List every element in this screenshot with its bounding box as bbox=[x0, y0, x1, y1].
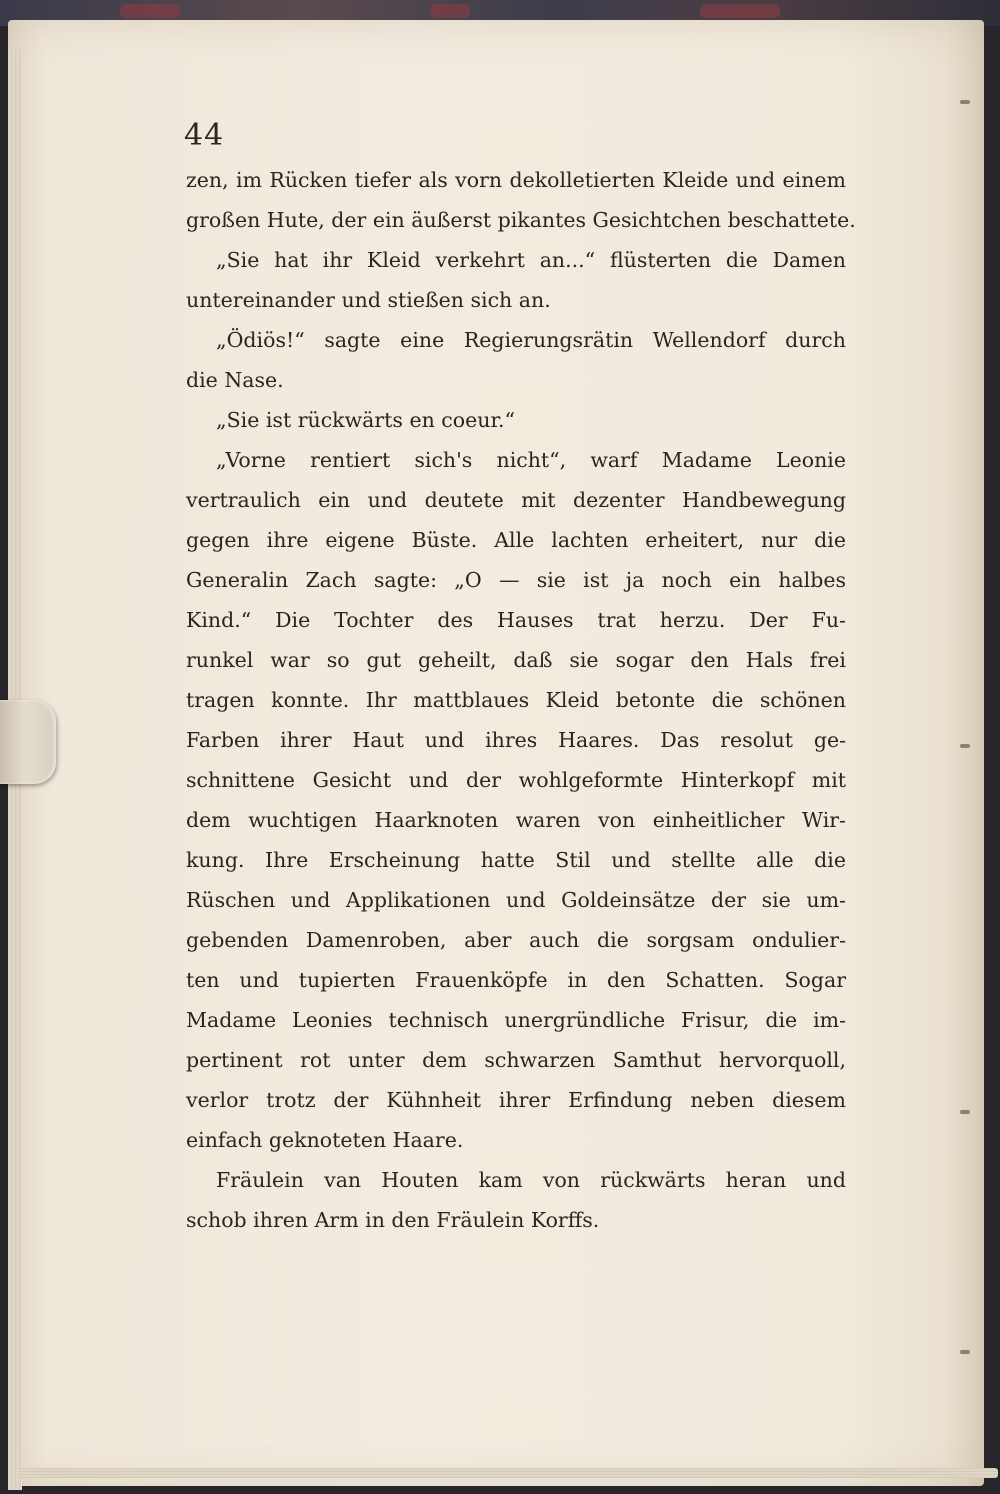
page-bottom-edge bbox=[18, 1468, 998, 1478]
text-line: schob ihren Arm in den Fräulein Korffs. bbox=[186, 1208, 600, 1232]
cover-decoration bbox=[430, 4, 470, 18]
text-line: vertraulich ein und deutete mit dezenter Handbewegung bbox=[186, 488, 846, 512]
text-line: Generalin Zach sagte: „O — sie ist ja noch ein halbes bbox=[186, 568, 846, 592]
text-line: „Ödiös!“ sagte eine Regierungsrätin Wellendorf durch bbox=[216, 328, 846, 352]
text-line: gebenden Damenroben, aber auch die sorgsam ondulier- bbox=[186, 928, 846, 952]
text-line: „Vorne rentiert sich's nicht“, warf Madame Leonie bbox=[216, 448, 846, 472]
text-line: großen Hute, der ein äußerst pikantes Gesichtchen beschattete. bbox=[186, 208, 856, 232]
text-line: Fräulein van Houten kam von rückwärts heran und bbox=[216, 1168, 846, 1192]
text-line: verlor trotz der Kühnheit ihrer Erfindung neben diesem bbox=[186, 1088, 846, 1112]
text-line: zen, im Rücken tiefer als vorn dekolletierten Kleide und einem bbox=[186, 168, 846, 192]
edge-mark bbox=[960, 100, 970, 104]
edge-mark bbox=[960, 744, 970, 748]
text-line: ten und tupierten Frauenköpfe in den Schatten. Sogar bbox=[186, 968, 846, 992]
text-line: untereinander und stießen sich an. bbox=[186, 288, 551, 312]
text-line: gegen ihre eigene Büste. Alle lachten erheitert, nur die bbox=[186, 528, 846, 552]
body-text bbox=[186, 160, 856, 1240]
edge-mark bbox=[960, 1110, 970, 1114]
text-line: tragen konnte. Ihr mattblaues Kleid betonte die schönen bbox=[186, 688, 846, 712]
text-line: „Sie ist rückwärts en coeur.“ bbox=[216, 408, 516, 432]
text-line: dem wuchtigen Haarknoten waren von einheitlicher Wir- bbox=[186, 808, 846, 832]
text-line: Kind.“ Die Tochter des Hauses trat herzu. Der Fu- bbox=[186, 608, 846, 632]
text-line: Madame Leonies technisch unergründliche Frisur, die im- bbox=[186, 1008, 846, 1032]
cover-decoration bbox=[700, 4, 780, 18]
text-line: „Sie hat ihr Kleid verkehrt an...“ flüsterten die Damen bbox=[216, 248, 846, 272]
page-clip bbox=[0, 700, 56, 784]
text-line: Farben ihrer Haut und ihres Haares. Das resolut ge- bbox=[186, 728, 846, 752]
text-line: kung. Ihre Erscheinung hatte Stil und stellte alle die bbox=[186, 848, 846, 872]
text-line: Rüschen und Applikationen und Goldeinsätze der sie um- bbox=[186, 888, 846, 912]
text-line: runkel war so gut geheilt, daß sie sogar den Hals frei bbox=[186, 648, 846, 672]
text-line: schnittene Gesicht und der wohlgeformte Hinterkopf mit bbox=[186, 768, 846, 792]
text-line: pertinent rot unter dem schwarzen Samthut hervorquoll, bbox=[186, 1048, 846, 1072]
text-line: einfach geknoteten Haare. bbox=[186, 1128, 464, 1152]
cover-decoration bbox=[120, 4, 180, 18]
text-line: die Nase. bbox=[186, 368, 284, 392]
edge-mark bbox=[960, 1350, 970, 1354]
page-number: 44 bbox=[184, 118, 225, 153]
